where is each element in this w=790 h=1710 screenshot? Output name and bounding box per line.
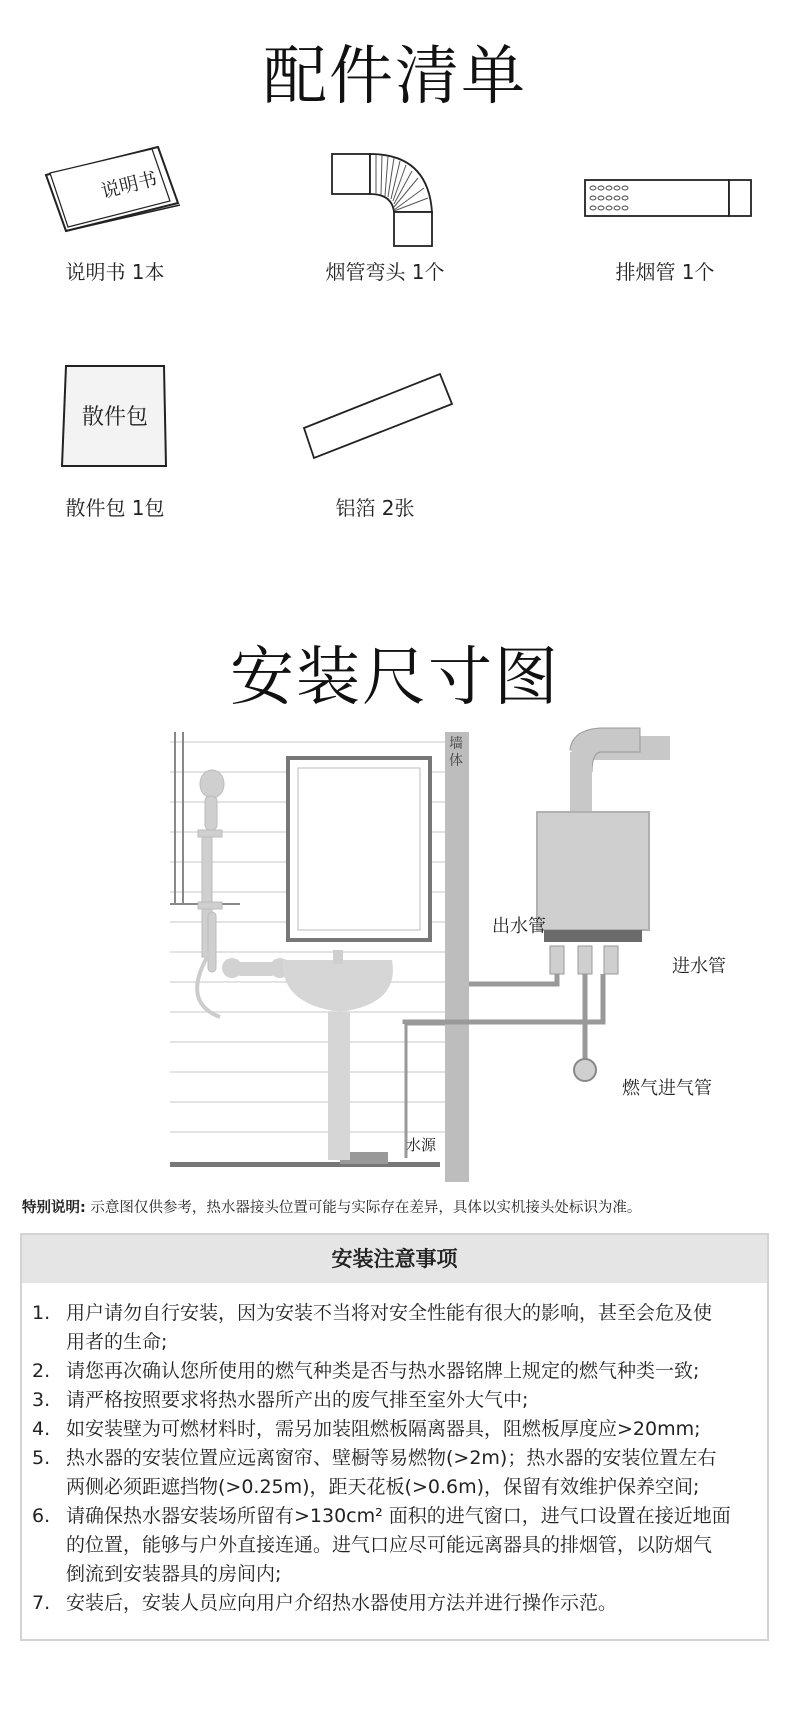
accessory-label: 烟管弯头 1个 [325,260,445,284]
special-note [22,1196,641,1217]
flue-elbow-icon [328,150,448,250]
notice-line: 倒流到安装器具的房间内; [66,1563,282,1585]
wall-label: 墙体 [449,736,463,769]
gas-pipe-label: 燃气进气管 [622,1078,712,1099]
notice-number: 2. [32,1360,51,1382]
parts-bag-icon [60,364,170,470]
notice-title: 安装注意事项 [22,1235,767,1283]
notice-number: 3. [32,1389,51,1411]
notice-line: 的位置，能够与户外直接连通。进气口应尽可能远离器具的排烟管，以防烟气 [66,1534,713,1556]
accessory-label: 散件包 1包 [65,496,165,520]
notice-item [32,1299,758,1357]
notice-line: 用户请勿自行安装，因为安装不当将对安全性能有很大的影响，甚至会危及使 [66,1302,713,1324]
notice-item [32,1415,758,1444]
parts-bag-icon-text: 散件包 [81,405,148,430]
notice-line: 热水器的安装位置应远离窗帘、壁橱等易燃物(>2m)；热水器的安装位置左右 [66,1447,717,1469]
notice-item [32,1357,758,1386]
installation-notice [20,1233,769,1641]
aluminum-foil-icon [300,372,460,462]
notice-list [32,1299,758,1618]
accessory-label: 铝箔 2张 [335,496,415,520]
notice-line: 两侧必须距遮挡物(>0.25m)，距天花板(>0.6m)，保留有效维护保养空间; [66,1476,700,1498]
accessories-title: 配件清单 [263,40,527,114]
notice-line: 请严格按照要求将热水器所产出的废气排至室外大气中; [66,1389,529,1411]
notice-line: 如安装壁为可燃材料时，需另加装阻燃板隔离器具，阻燃板厚度应>20mm; [66,1418,701,1440]
notice-number: 7. [32,1592,51,1614]
water-source-label: 水源 [406,1136,437,1154]
inlet-pipe-label: 进水管 [672,956,726,977]
manual-booklet-icon [40,143,190,233]
special-note-label: 特别说明: [22,1200,86,1216]
notice-item [32,1502,758,1589]
notice-number: 6. [32,1505,51,1527]
special-note-text: 示意图仅供参考，热水器接头位置可能与实际存在差异，具体以实机接头处标识为准。 [90,1200,642,1216]
notice-item [32,1444,758,1502]
accessory-label: 排烟管 1个 [615,260,715,284]
notice-line: 请确保热水器安装场所留有>130cm² 面积的进气窗口，进气口设置在接近地面 [66,1505,731,1527]
notice-item [32,1589,758,1618]
manual-icon-text: 说明书 [98,167,160,203]
notice-number: 5. [32,1447,51,1469]
accessory-label: 说明书 1本 [65,260,165,284]
exhaust-pipe-icon [583,178,753,218]
notice-line: 安装后，安装人员应向用户介绍热水器使用方法并进行操作示范。 [66,1592,618,1614]
notice-number: 1. [32,1302,51,1324]
notice-line: 请您再次确认您所使用的燃气种类是否与热水器铭牌上规定的燃气种类一致; [66,1360,700,1382]
notice-item [32,1386,758,1415]
notice-number: 4. [32,1418,51,1440]
install-diagram-title: 安装尺寸图 [230,641,560,715]
notice-line: 用者的生命; [66,1331,168,1353]
outlet-pipe-label: 出水管 [492,916,546,937]
installation-diagram [40,712,760,1182]
